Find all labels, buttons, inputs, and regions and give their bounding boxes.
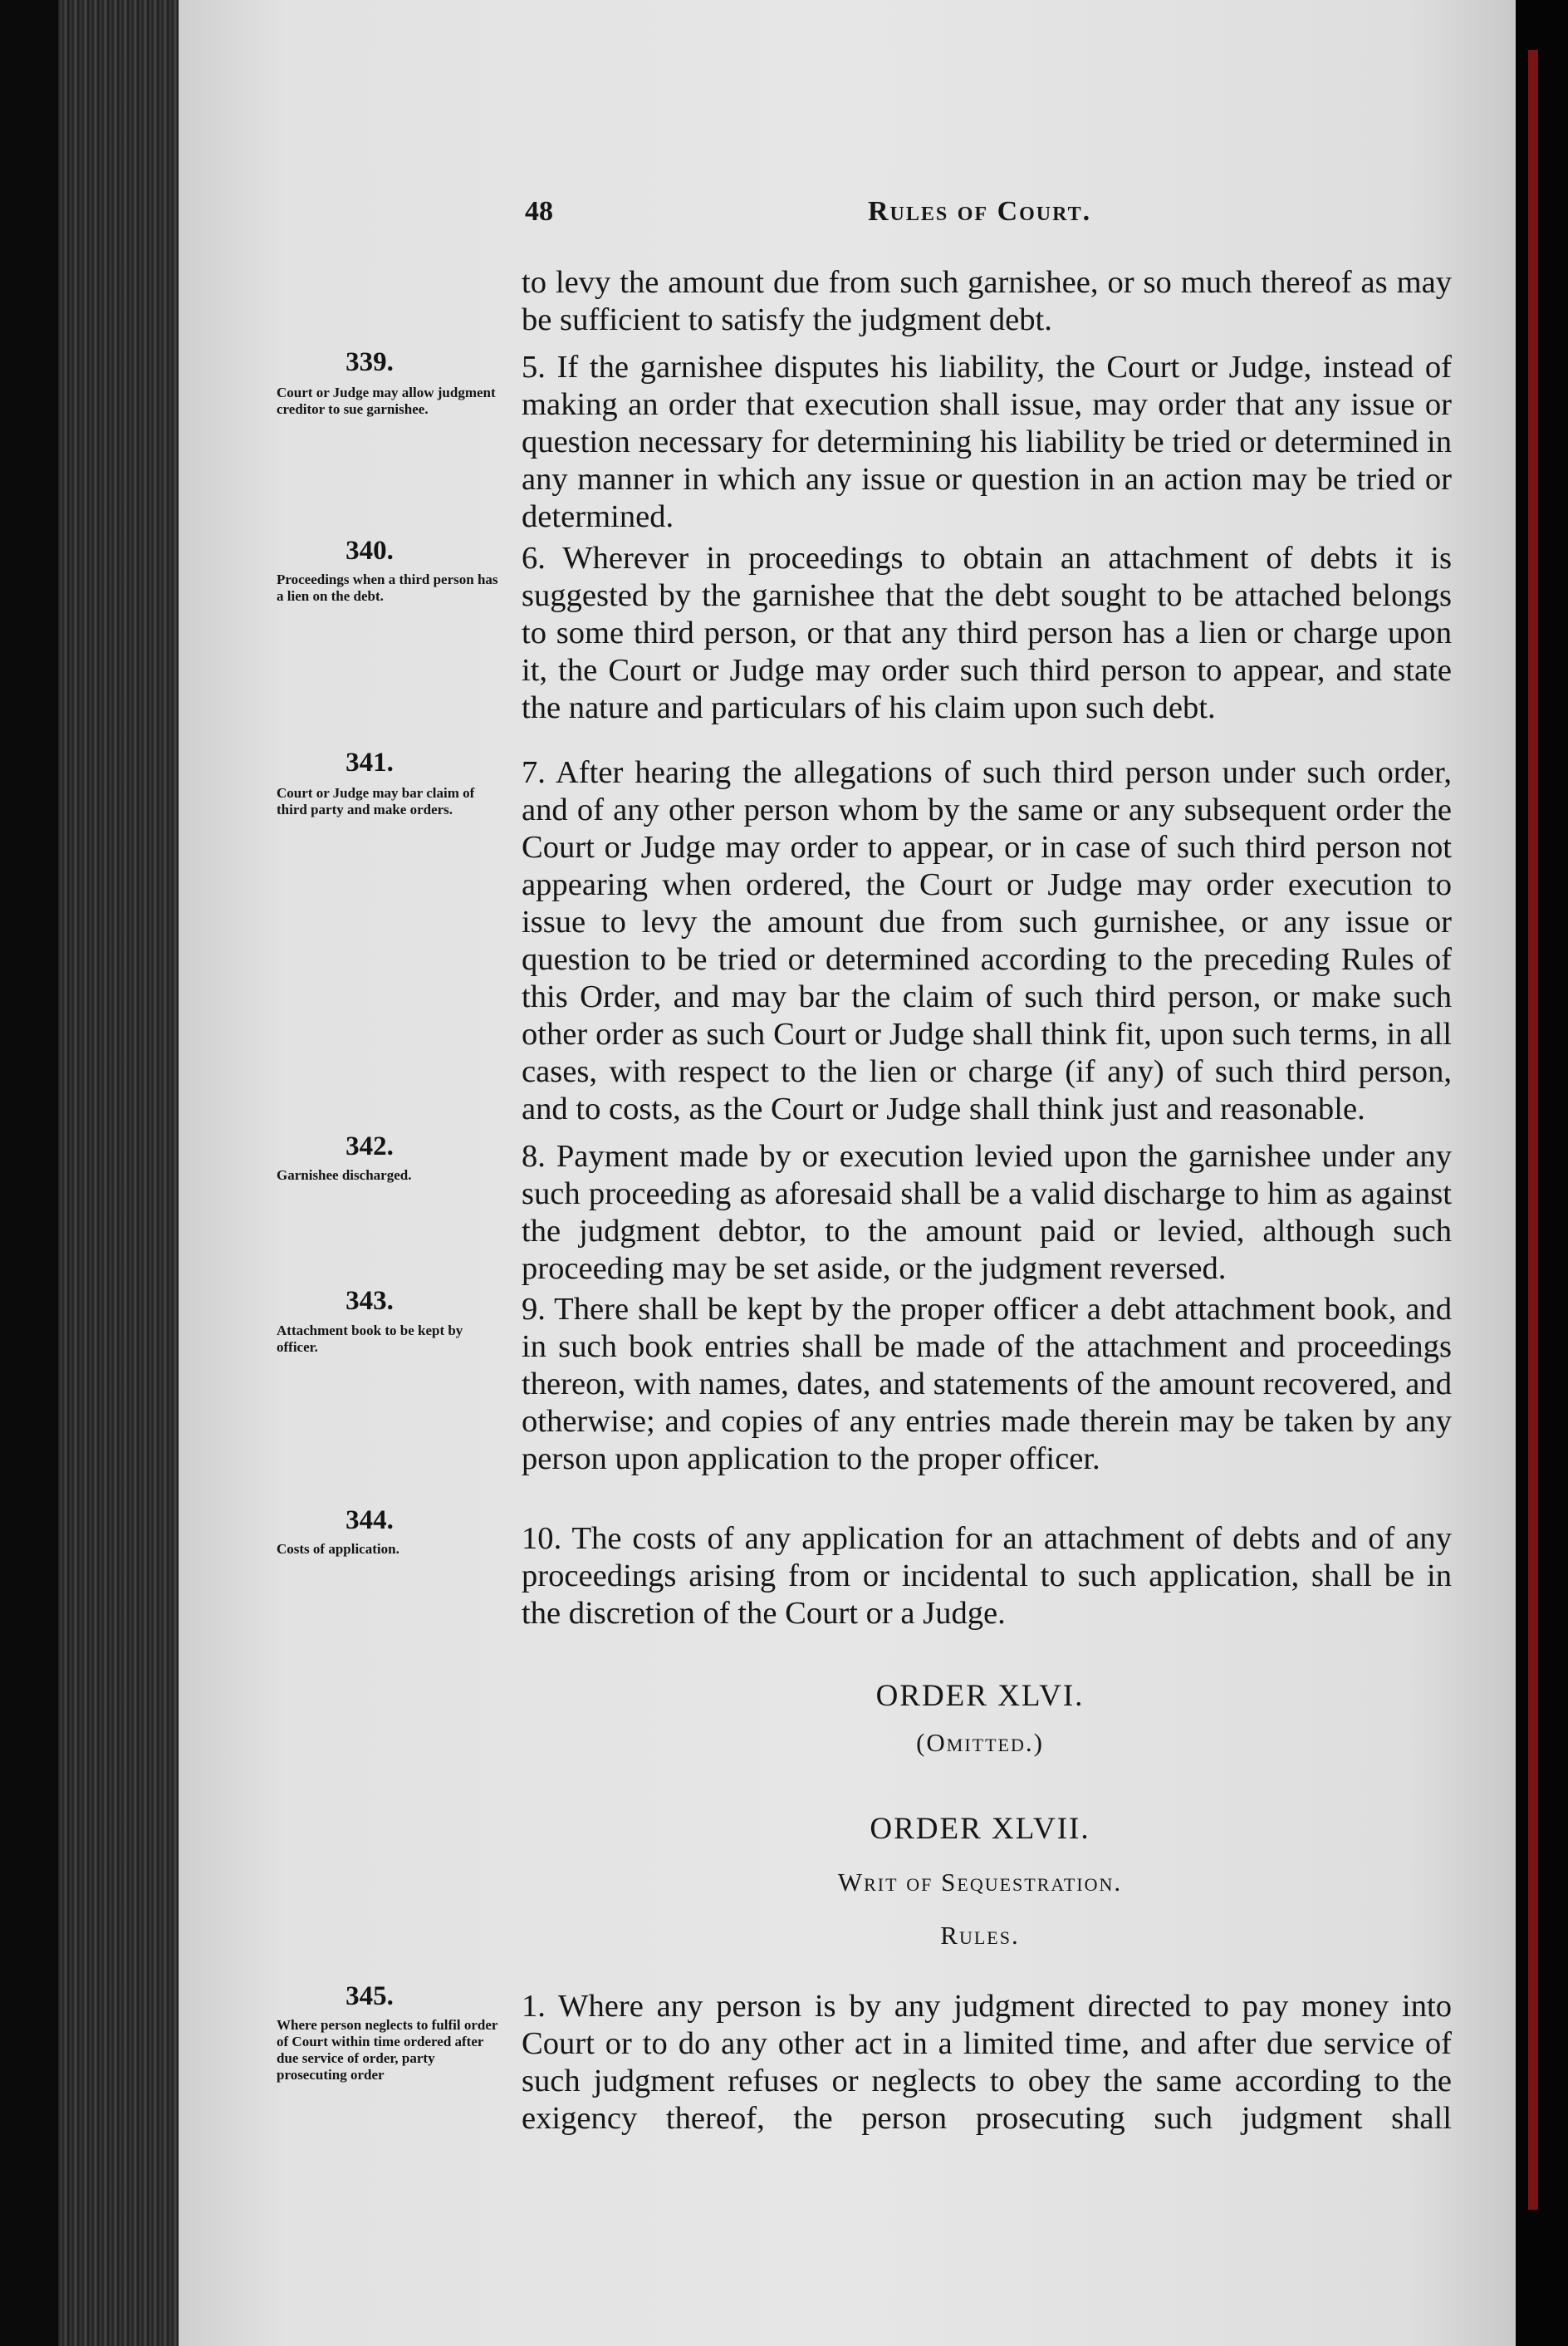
margin-note: Where person neglects to fulfil order of Court within time ordered after due service of order, party prosecuting order <box>277 2017 498 2083</box>
margin-note: Proceedings when a third person has a lien on the debt. <box>277 572 498 604</box>
scan-border <box>1516 0 1568 2346</box>
rule-number: 340. <box>345 536 394 566</box>
rule-paragraph: 6. Wherever in proceedings to obtain an attachment of debts it is suggested by the garnishee that the debt sought to be attached belongs to some third person, or that any third person has a lien or charge upon it, the Court or Judge may order such third person to appear, and state the nature and particulars of his claim upon such debt. <box>522 541 1452 725</box>
rule-paragraph: 8. Payment made by or execution levied upon the garnishee under any such proceeding as aforesaid shall be a valid discharge to him as against the judgment debtor, to the amount paid or levied, although such proceeding may be set aside, or the judgment reversed. <box>522 1139 1452 1286</box>
rule-number: 343. <box>345 1286 394 1316</box>
margin-note: Court or Judge may allow judgment creditor to sue garnishee. <box>277 385 496 417</box>
continuation-paragraph: to levy the amount due from such garnishee, or so much thereof as may be sufficient to satisfy the judgment debt. <box>522 265 1452 337</box>
rule-paragraph: 1. Where any person is by any judgment directed to pay money into Court or to do any other act in a limited time, and after due service of such judgment refuses or neglects to obey the same according to the exigency thereof, the person prosecuting such judgment shall <box>522 1989 1452 2136</box>
rule-paragraph: 5. If the garnishee disputes his liability, the Court or Judge, instead of making an order that execution shall issue, may order that any issue or question necessary for determining his liability be tried or determined in any manner in which any issue or question in an action may be tried or determined. <box>522 350 1452 534</box>
book-edge <box>58 0 183 2346</box>
order-subheading: Writ of Sequestration. <box>837 1867 1123 1897</box>
rule-paragraph: 10. The costs of any application for an attachment of debts and of any proceedings arising from or incidental to such application, shall be in the discretion of the Court or a Judge. <box>522 1521 1452 1631</box>
running-head: Rules of Court. <box>868 196 1092 227</box>
rule-number: 341. <box>345 748 394 778</box>
margin-note: Court or Judge may bar claim of third party and make orders. <box>277 785 475 817</box>
order-heading: ORDER XLVI. <box>875 1679 1085 1713</box>
rule-number: 344. <box>345 1505 394 1535</box>
margin-note: Attachment book to be kept by officer. <box>277 1323 463 1355</box>
rule-paragraph: 7. After hearing the allegations of such third person under such order, and of any other person whom by the same or any subsequent order the Court or Judge may order to appear, or in case of such third person not appearing when ordered, the Court or Judge may order execution to issue to levy the amount due from such gurnishee, or any issue or question to be tried or determined according to the preceding Rules of this Order, and may bar the claim of such third person, or make such other order as such Court or Judge shall think fit, upon such terms, in all cases, with respect to the lien or charge (if any) of such third person, and to costs, as the Court or Judge shall think just and reasonable. <box>522 755 1452 1126</box>
rule-number: 342. <box>345 1131 394 1161</box>
binding-bar <box>1528 50 1538 2210</box>
rule-number: 345. <box>345 1981 394 2011</box>
margin-note: Costs of application. <box>277 1541 399 1557</box>
rule-paragraph: 9. There shall be kept by the proper officer a debt attachment book, and in such book entries shall be made of the attachment and proceedings thereon, with names, dates, and statements of the amount recovered, and otherwise; and copies of any entries made therein may be taken by any person upon application to the proper officer. <box>522 1292 1452 1476</box>
page-number: 48 <box>525 196 553 227</box>
order-heading: ORDER XLVII. <box>870 1812 1090 1846</box>
rules-label: Rules. <box>940 1921 1020 1950</box>
order-subheading: (Omitted.) <box>916 1728 1044 1757</box>
margin-note: Garnishee discharged. <box>277 1167 412 1183</box>
rule-number: 339. <box>345 347 394 377</box>
